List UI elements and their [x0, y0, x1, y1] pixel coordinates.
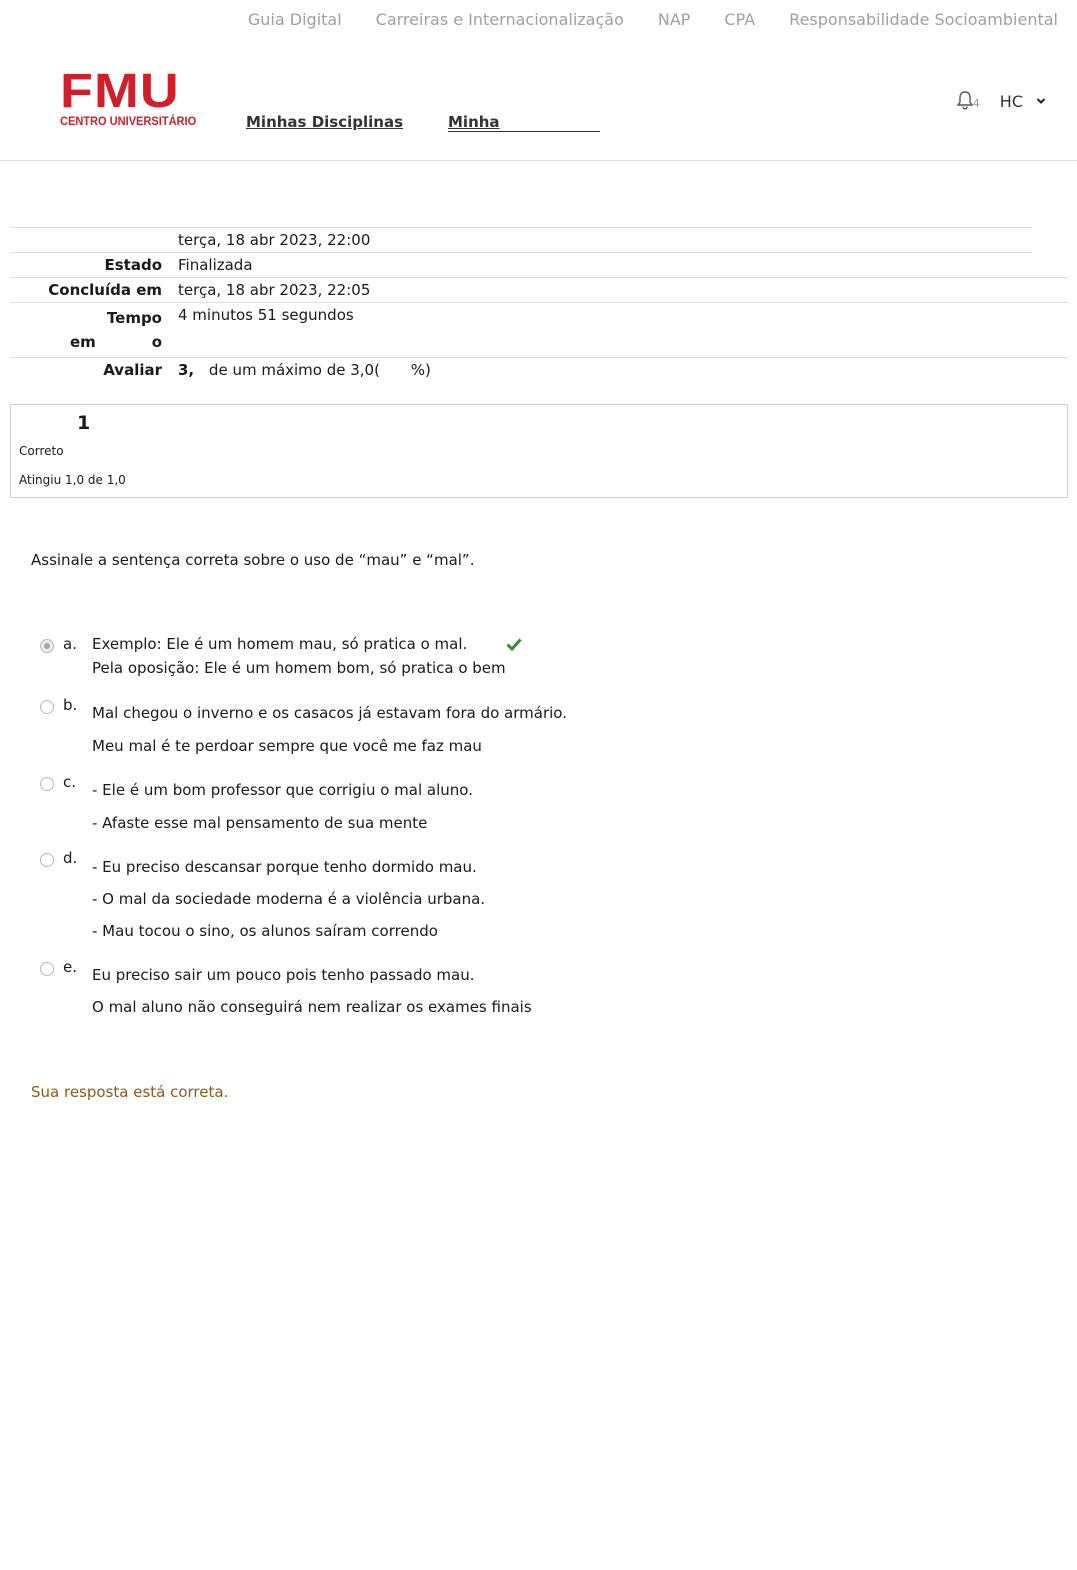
summary-started-value: terça, 18 abr 2023, 22:00	[178, 231, 371, 249]
summary-started-label	[10, 228, 162, 252]
answer-line: - Eu preciso descansar porque tenho dormido mau.	[92, 858, 477, 876]
logo-mark: FMU	[60, 65, 180, 118]
summary-time-label-o: o	[151, 333, 162, 351]
notification-count: 4	[972, 97, 980, 110]
summary-state-value: Finalizada	[178, 256, 253, 274]
nav-minha-label: Minha	[448, 113, 500, 131]
answer-letter: d.	[63, 849, 78, 867]
answer-line: - Ele é um bom professor que corrigiu o mal aluno.	[92, 781, 473, 799]
answer-line: Meu mal é te perdoar sempre que você me faz mau	[92, 737, 482, 755]
logo-subtitle: CENTRO UNIVERSITÁRIO	[60, 114, 197, 128]
top-link-guia-digital[interactable]: Guia Digital	[247, 10, 342, 29]
attempt-summary	[10, 227, 1068, 382]
summary-time-label	[10, 303, 162, 357]
summary-completed-label: Concluída em	[48, 281, 162, 299]
chevron-down-icon[interactable]	[1035, 95, 1047, 107]
user-menu	[956, 90, 1047, 112]
summary-grade-label: Avaliar	[103, 361, 162, 379]
bell-icon	[956, 90, 974, 110]
summary-row-time	[10, 302, 1068, 357]
fmu-logo[interactable]	[60, 65, 200, 128]
top-link-responsabilidade[interactable]: Responsabilidade Socioambiental	[789, 10, 1058, 29]
answer-line: Eu preciso sair um pouco pois tenho passado mau.	[92, 966, 475, 984]
summary-row-completed	[10, 277, 1068, 302]
top-link-cpa[interactable]: CPA	[724, 10, 756, 29]
summary-time-label-line1: Tempo	[106, 309, 162, 327]
correct-check-icon	[506, 637, 522, 651]
answer-radio-b[interactable]	[40, 700, 54, 714]
summary-grade-text: de um máximo de 3,0(	[208, 361, 380, 379]
summary-grade-suffix: %)	[410, 361, 431, 379]
notifications-button[interactable]	[956, 90, 978, 112]
answer-letter: b.	[63, 696, 78, 714]
answer-line: Pela oposição: Ele é um homem bom, só pratica o bem	[92, 659, 506, 677]
answer-letter: e.	[63, 958, 77, 976]
answer-line: O mal aluno não conseguirá nem realizar os exames finais	[92, 998, 532, 1016]
answer-radio-a[interactable]	[40, 639, 54, 653]
question-info	[10, 404, 1068, 498]
question-state: Correto	[19, 444, 64, 458]
summary-time-label-line2	[10, 330, 162, 354]
summary-grade-value	[162, 358, 431, 382]
nav-minhas-disciplinas[interactable]: Minhas Disciplinas	[246, 113, 404, 131]
nav-minha[interactable]	[448, 113, 600, 132]
answer-letter: c.	[63, 773, 77, 791]
summary-grade-bold: 3,	[178, 361, 195, 379]
summary-row-grade	[10, 357, 1068, 382]
user-initials[interactable]: HC	[999, 91, 1023, 111]
answer-letter: a.	[63, 635, 77, 653]
top-links	[214, 10, 1058, 29]
top-link-carreiras[interactable]: Carreiras e Internacionalização	[375, 10, 624, 29]
summary-time-value: 4 minutos 51 segundos	[178, 306, 354, 324]
summary-row-state	[10, 252, 1032, 277]
summary-time-label-em: em	[70, 333, 96, 351]
top-link-nap[interactable]: NAP	[657, 10, 691, 29]
question-grade: Atingiu 1,0 de 1,0	[19, 473, 126, 487]
answer-line: - Mau tocou o sino, os alunos saíram correndo	[92, 922, 438, 940]
site-header	[0, 58, 1077, 161]
answer-feedback: Sua resposta está correta.	[31, 1083, 229, 1101]
summary-row-started	[10, 227, 1032, 252]
question-text: Assinale a sentença correta sobre o uso de “mau” e “mal”.	[31, 551, 475, 569]
answer-line: - Afaste esse mal pensamento de sua mente	[92, 814, 428, 832]
answer-line: Exemplo: Ele é um homem mau, só pratica o mal.	[92, 635, 468, 653]
answer-radio-d[interactable]	[40, 853, 54, 867]
summary-state-label: Estado	[104, 256, 162, 274]
answer-line: Mal chegou o inverno e os casacos já estavam fora do armário.	[92, 704, 567, 722]
answer-radio-c[interactable]	[40, 777, 54, 791]
question-number: 1	[77, 412, 91, 434]
summary-completed-value: terça, 18 abr 2023, 22:05	[178, 281, 371, 299]
answer-line: - O mal da sociedade moderna é a violência urbana.	[92, 890, 486, 908]
answer-radio-e[interactable]	[40, 962, 54, 976]
